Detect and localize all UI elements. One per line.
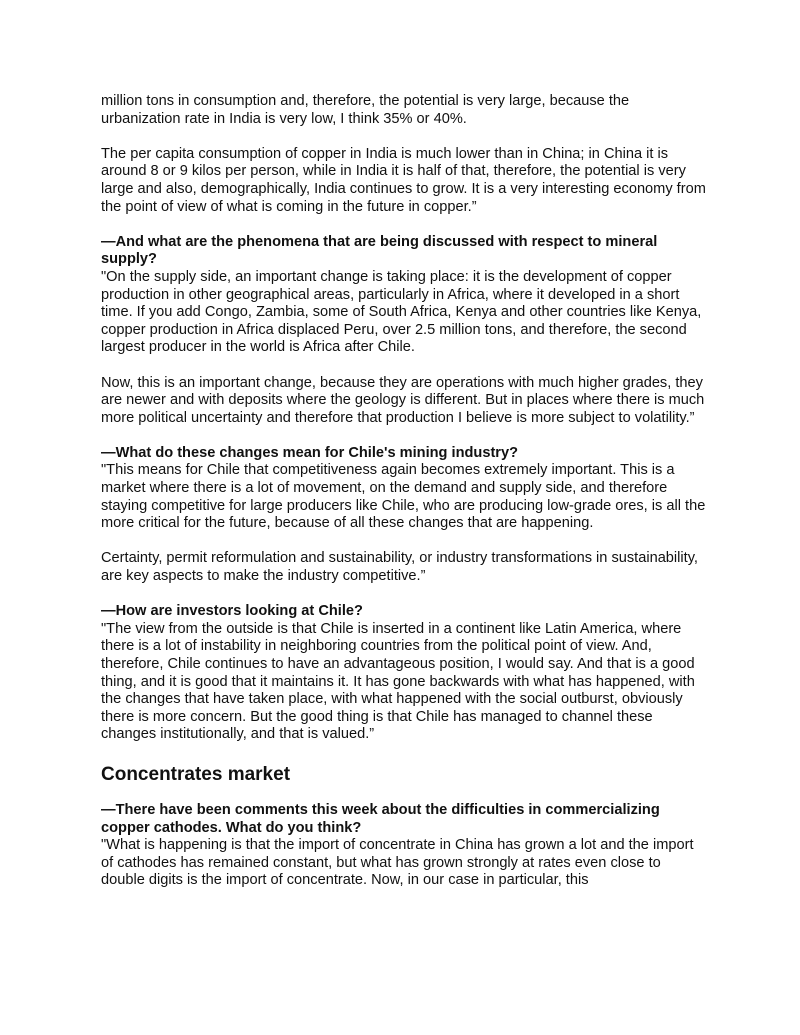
answer-chile-sustainability: Certainty, permit reformulation and sustainability, or industry transformations in sustainability, are key aspects to make the industry competitive.” bbox=[101, 550, 698, 585]
question-mineral-supply: —And what are the phenomena that are being discussed with respect to mineral supply? bbox=[101, 233, 658, 268]
answer-cathodes-import: "What is happening is that the import of concentrate in China has grown a lot and the import of cathodes has remained constant, but what has grown strongly at rates even close to double digits is the import of concentrate. Now, in our case in particular, this bbox=[101, 837, 694, 889]
document-page bbox=[101, 93, 707, 890]
answer-supply-africa: "On the supply side, an important change is taking place: it is the development of copper production in other geographical areas, particularly in Africa, where it developed in a short time. If you add Congo, Zambia, some of South Africa, Kenya and other countries like Kenya, copper production in Africa displaced Peru, over 2.5 million tons, and therefore, the second largest producer in the world is Africa after Chile. bbox=[101, 268, 702, 356]
question-copper-cathodes: —There have been comments this week about the difficulties in commercializing copper cathodes. What do you think? bbox=[101, 801, 660, 836]
answer-investors-view: "The view from the outside is that Chile is inserted in a continent like Latin America, where there is a lot of instability in neighboring countries from the political point of view. And, therefore, Chile continues to have an advantageous position, I would say. And that is a good thing, and it is good that it maintains it. It has gone backwards with what has happened, with the changes that have taken place, with what happened with the social outburst, obviously there is more concern. But the good thing is that Chile has managed to channel these changes institutionally, and that is valued.” bbox=[101, 620, 695, 743]
paragraph-per-capita: The per capita consumption of copper in India is much lower than in China; in China it is around 8 or 9 kilos per person, while in India it is half of that, therefore, the potential is very large and also, demographically, India continues to grow. It is a very interesting economy from the point of view of what is coming in the future in copper.” bbox=[101, 145, 706, 215]
question-chile-mining: —What do these changes mean for Chile's mining industry? bbox=[101, 444, 519, 461]
answer-supply-volatility: Now, this is an important change, because they are operations with much higher grades, they are newer and with deposits where the geology is different. But in places where there is much more political uncertainty and therefore that production I believe is more subject to volatility.” bbox=[101, 374, 705, 426]
section-heading-concentrates: Concentrates market bbox=[101, 763, 291, 785]
answer-chile-competitiveness: "This means for Chile that competitiveness again becomes extremely important. This is a market where there is a lot of movement, on the demand and supply side, and therefore staying competitive for large producers like Chile, who are producing low-grade ores, is all the more critical for the future, because of all these changes that are happening. bbox=[101, 462, 706, 532]
question-investors: —How are investors looking at Chile? bbox=[101, 603, 363, 620]
paragraph-urbanization: million tons in consumption and, therefore, the potential is very large, because the urbanization rate in India is very low, I think 35% or 40%. bbox=[101, 93, 630, 127]
